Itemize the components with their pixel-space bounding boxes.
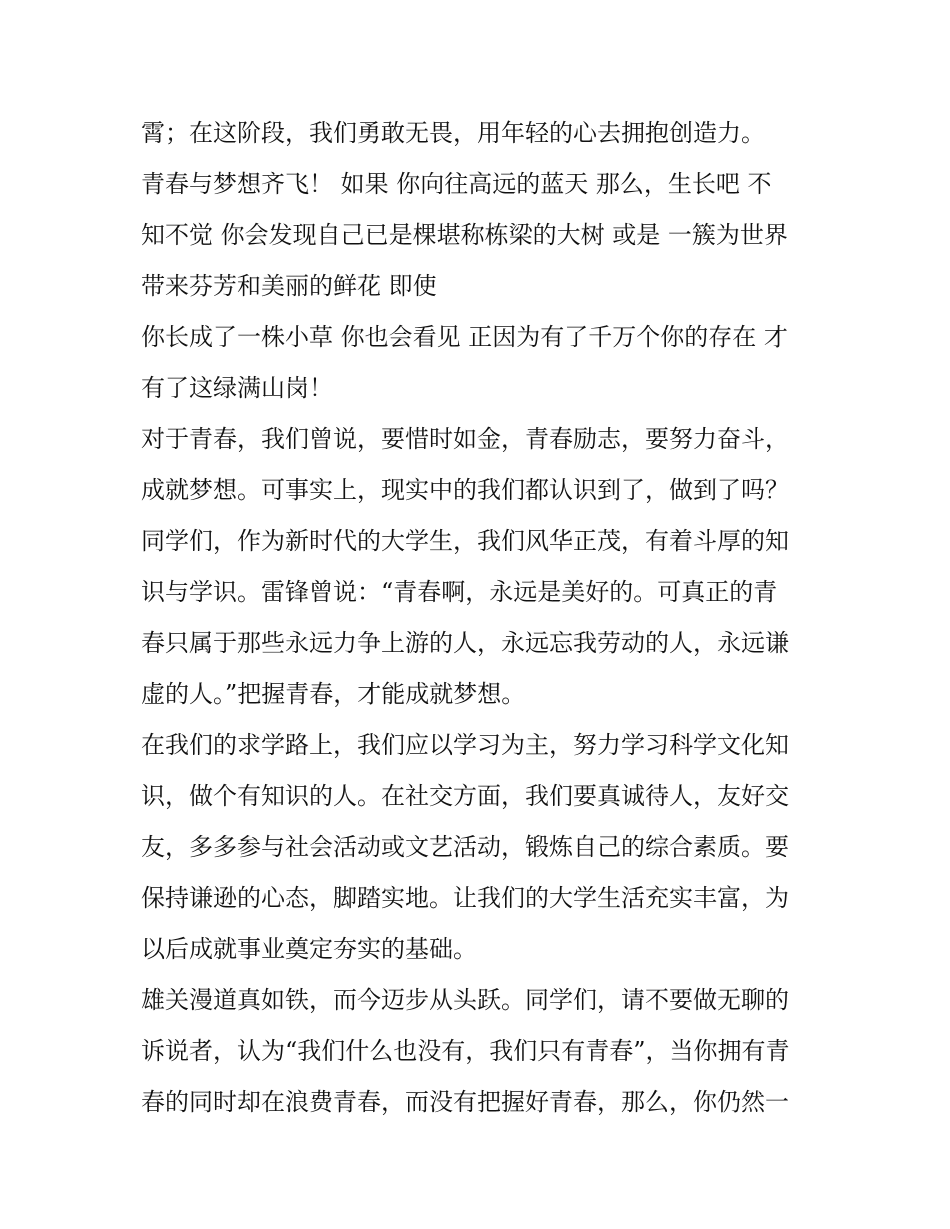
text-line: 春的同时却在浪费青春，而没有把握好青春，那么，你仍然一: [141, 1088, 789, 1116]
text-line: 成就梦想。可事实上，现实中的我们都认识到了，做到了吗？: [141, 476, 789, 504]
text-line: 对于青春，我们曾说，要惜时如金，青春励志，要努力奋斗，: [141, 425, 789, 453]
text-line: 同学们，作为新时代的大学生，我们风华正茂，有着斗厚的知: [141, 527, 789, 555]
text-line: 你长成了一株小草 你也会看见 正因为有了千万个你的存在 才: [141, 323, 788, 351]
text-line: 知不觉 你会发现自己已是棵堪称栋梁的大树 或是 一簇为世界: [141, 221, 788, 249]
text-line: 虚的人。”把握青春，才能成就梦想。: [141, 680, 526, 708]
text-line: 保持谦逊的心态，脚踏实地。让我们的大学生活充实丰富，为: [141, 884, 789, 912]
text-line: 识，做个有知识的人。在社交方面，我们要真诚待人，友好交: [141, 782, 789, 810]
text-line: 以后成就事业奠定夯实的基础。: [141, 935, 477, 963]
text-line: 在我们的求学路上，我们应以学习为主，努力学习科学文化知: [141, 731, 789, 759]
document-body: [141, 108, 821, 1128]
text-line: 雄关漫道真如铁，而今迈步从头跃。同学们，请不要做无聊的: [141, 986, 789, 1014]
text-line: 诉说者，认为“我们什么也没有，我们只有青春”，当你拥有青: [141, 1037, 790, 1065]
text-line: 友，多多参与社会活动或文艺活动，锻炼自己的综合素质。要: [141, 833, 789, 861]
text-line: 青春与梦想齐飞！ 如果 你向往高远的蓝天 那么，生长吧 不: [141, 170, 772, 198]
text-line: 带来芬芳和美丽的鲜花 即使: [141, 272, 437, 300]
text-line: 识与学识。雷锋曾说：“青春啊，永远是美好的。可真正的青: [141, 578, 778, 606]
text-line: 有了这绿满山岗！: [141, 374, 333, 402]
text-line: 春只属于那些永远力争上游的人，永远忘我劳动的人，永远谦: [141, 629, 789, 657]
text-line: 霄；在这阶段，我们勇敢无畏，用年轻的心去拥抱创造力。: [141, 119, 765, 147]
